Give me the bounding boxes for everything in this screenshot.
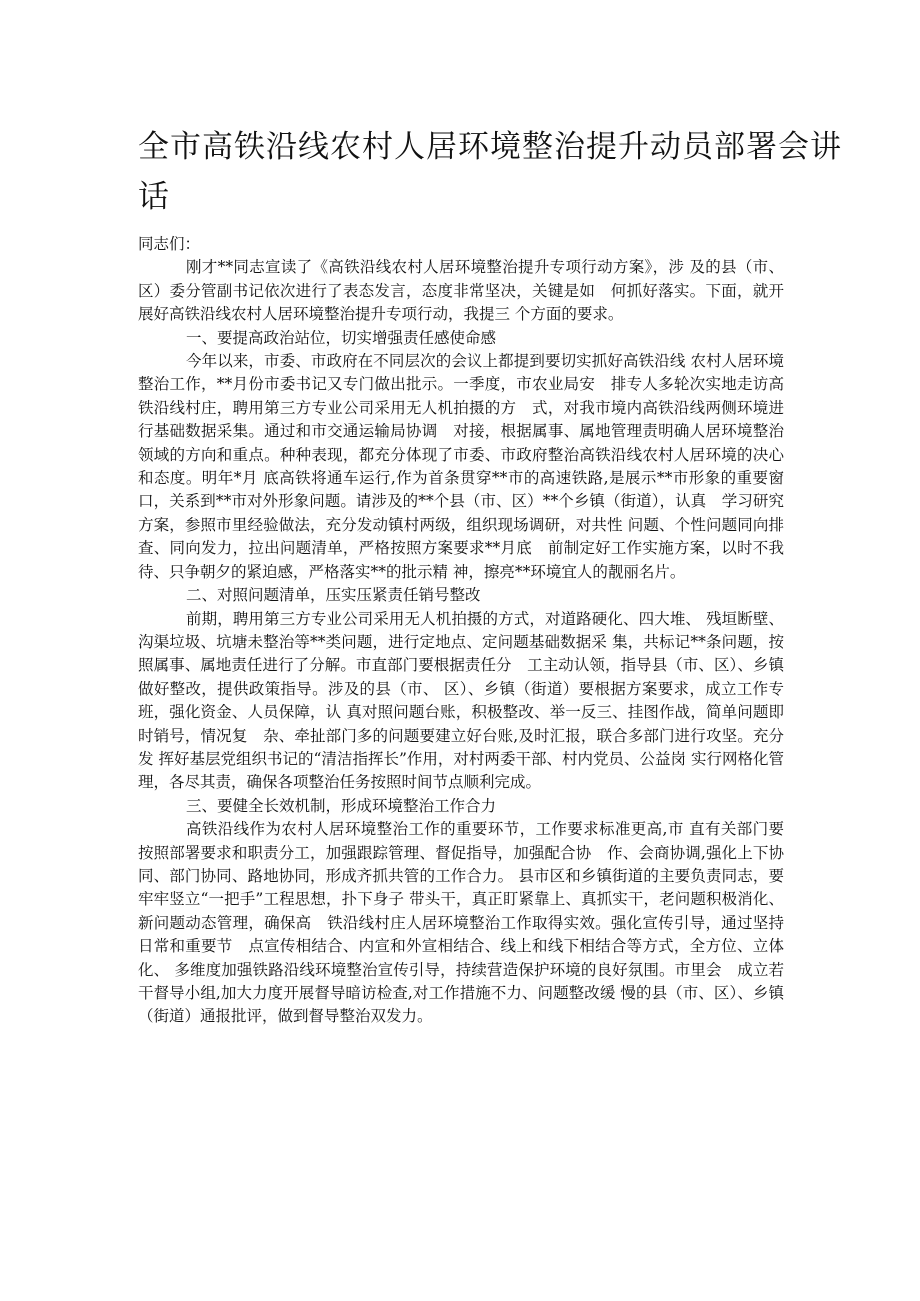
paragraph-section-2: 前期，聘用第三方专业公司采用无人机拍摄的方式，对道路硬化、四大堆、 残垣断壁、沟渠垃圾、坑塘未整治等**类问题，进行定地点、定问题基础数据采 集，共标记**条问题，按照属事、属地责任进行了分解。市直部门要根据责任分 工主动认领，指导县（市、区）、乡镇做好整改，提供政策指导。涉及的县（市、 区）、乡镇（街道）要根据方案要求，成立工作专班，强化资金、人员保障，认 真对照问题台账，积极整改、举一反三、挂图作战，简单问题即时销号，情况复 杂、牵扯部门多的问题要建立好台账,及时汇报，联合多部门进行攻坚。充分发 挥好基层党组织书记的“清洁指挥长”作用，对村两委干部、村内党员、公益岗 实行网格化管理，各尽其责，确保各项整治任务按照时间节点顺利完成。 [138, 609, 784, 792]
paragraph-intro: 刚才**同志宣读了《高铁沿线农村人居环境整治提升专项行动方案》，涉 及的县（市、区）委分管副书记依次进行了表态发言，态度非常坚决，关键是如 何抓好落实。下面，就开展好高铁沿线农村人居环境整治提升专项行动，我提三 个方面的要求。 [138, 258, 784, 324]
salutation: 同志们： [138, 235, 201, 253]
title-line-1: 全市高铁沿线农村人居环境整治提升动员部署会讲 [138, 129, 842, 165]
section-heading-2: 二、对照问题清单，压实压紧责任销号整改 [186, 586, 481, 605]
section-heading-3: 三、要健全长效机制，形成环境整治工作合力 [186, 796, 497, 815]
paragraph-section-3: 高铁沿线作为农村人居环境整治工作的重要环节，工作要求标准更高,市 直有关部门要按照部署要求和职责分工，加强跟踪管理、督促指导，加强配合协 作、会商协调,强化上下协同、部门协同、路地协同，形成齐抓共管的工作合力。 县市区和乡镇街道的主要负责同志，要牢牢竖立“一把手”工程思想，扑下身子 带头干，真正盯紧靠上、真抓实干，老问题积极消化、新问题动态管理，确保高 铁沿线村庄人居环境整治工作取得实效。强化宣传引导，通过坚持日常和重要节 点宣传相结合、内宣和外宣相结合、线上和线下相结合等方式，全方位、立体化、 多维度加强铁路沿线环境整治宣传引导，持续营造保护环境的良好氛围。市里会 成立若干督导小组,加大力度开展督导暗访检查,对工作措施不力、问题整改缓 慢的县（市、区）、乡镇（街道）通报批评，做到督导整治双发力。 [138, 820, 784, 1026]
section-heading-1: 一、要提高政治站位，切实增强责任感使命感 [186, 328, 497, 347]
document-body [138, 233, 784, 1029]
title-line-2: 话 [138, 179, 170, 215]
paragraph-section-1: 今年以来，市委、市政府在不同层次的会议上都提到要切实抓好高铁沿线 农村人居环境整治工作，**月份市委书记又专门做出批示。一季度，市农业局安 排专人多轮次实地走访高铁沿线村庄，聘用第三方专业公司采用无人机拍摄的方 式，对我市境内高铁沿线两侧环境进行基础数据采集。通过和市交通运输局协调 对接，根据属事、属地管理责明确人居环境整治领域的方向和重点。种种表现，都充分体现了市委、市政府整治高铁沿线农村人居环境的决心和态度。明年*月 底高铁将通车运行,作为首条贯穿**市的高速铁路,是展示**市形象的重要窗口，关系到**市对外形象问题。请涉及的**个县（市、区）**个乡镇（街道），认真 学习研究方案，参照市里经验做法，充分发动镇村两级，组织现场调研，对共性 问题、个性问题同向排查、同向发力，拉出问题清单，严格按照方案要求**月底 前制定好工作实施方案，以时不我待、只争朝夕的紧迫感，严格落实**的批示精 神，擦亮**环境宜人的靓丽名片。 [138, 352, 784, 581]
